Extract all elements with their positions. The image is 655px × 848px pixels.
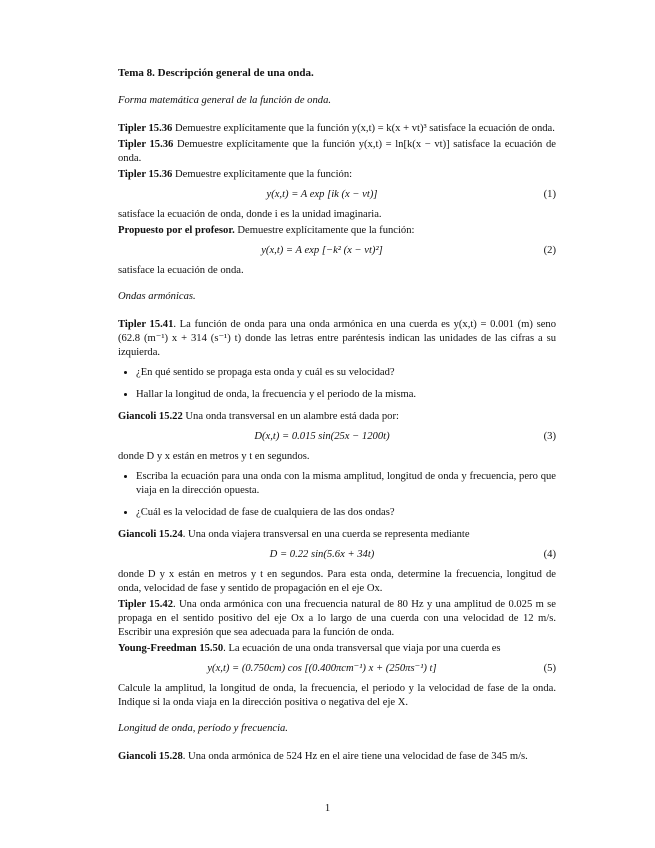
equation-number: (1) [543,189,556,200]
exercise-ref: Tipler 15.41 [118,319,174,330]
equation [118,244,556,258]
exercise-paragraph [118,598,556,640]
exercise-text: . Una onda viajera transversal en una cuerda se representa mediante [182,529,470,540]
section-heading: Forma matemática general de la función de onda. [118,95,332,106]
doc-title: Tema 8. Descripción general de una onda. [118,67,314,79]
exercise-text: Una onda transversal en un alambre está dada por: [182,411,399,422]
equation [118,548,556,562]
equation-number: (5) [543,663,556,674]
exercise-text: . La ecuación de una onda transversal que viaja por una cuerda es [223,643,501,654]
equation-expr: y(x,t) = A exp [−k² (x − vt)²] [261,245,383,256]
equation-expr: D(x,t) = 0.015 sin(25x − 1200t) [254,431,390,442]
exercise-ref: Propuesto por el profesor. [118,225,235,236]
list-item: • Hallar la longitud de onda, la frecuencia y el periodo de la misma. [136,388,556,402]
page-number: 1 [324,803,331,814]
exercise-text: Demuestre explícitamente que la función: [172,169,353,180]
equation [118,430,556,444]
list-item: • Escriba la ecuación para una onda con la misma amplitud, longitud de onda y frecuencia, pero que viaja en la dirección opuesta. [136,470,556,498]
equation-number: (3) [543,431,556,442]
exercise-paragraph [118,642,556,656]
exercise-paragraph [118,410,556,424]
exercise-paragraph [118,168,556,182]
exercise-text: donde D y x están en metros y t en segundos. Para esta onda, determine la frecuencia, longitud de onda, velocidad de fase y sentido de propagación en el eje Ox. [118,569,556,594]
exercise-paragraph [118,318,556,360]
exercise-paragraph [118,224,556,238]
exercise-text: satisface la ecuación de onda. [118,265,244,276]
exercise-paragraph [118,122,556,136]
exercise-text: . La función de onda para una onda armónica en una cuerda es y(x,t) = 0.001 (m) seno (62.8 (m⁻¹) x + 314 (s⁻¹) t) donde las letras entre paréntesis indican las unidades de las cifras a su izquierda. [118,319,556,358]
exercise-ref: Young-Freedman 15.50 [118,643,224,654]
equation-expr: y(x,t) = A exp [ik (x − vt)] [266,189,378,200]
bullet-list [118,366,556,402]
exercise-text: satisface la ecuación de onda, donde i es la unidad imaginaria. [118,209,382,220]
exercise-ref: Tipler 15.36 [118,169,173,180]
section-heading: Ondas armónicas. [118,291,196,302]
equation-expr: D = 0.22 sin(5.6x + 34t) [269,549,375,560]
exercise-text: . Una onda armónica con una frecuencia natural de 80 Hz y una amplitud de 0.025 m se propaga en el sentido positivo del eje Ox a lo largo de una cuerda con una velocidad de 12 m/s. Escribir una expresión que sea adecuada para la función de onda. [118,599,556,638]
exercise-paragraph [118,750,556,764]
exercise-ref: Giancoli 15.22 [118,411,183,422]
equation [118,662,556,676]
exercise-ref: Giancoli 15.24 [118,529,183,540]
equation [118,188,556,202]
exercise-paragraph [118,528,556,542]
equation-number: (2) [543,245,556,256]
list-item: • ¿En qué sentido se propaga esta onda y cuál es su velocidad? [136,366,556,380]
exercise-ref: Tipler 15.42 [118,599,174,610]
section-heading: Longitud de onda, período y frecuencia. [118,723,288,734]
equation-expr: y(x,t) = (0.750cm) cos [(0.400πcm⁻¹) x + (250πs⁻¹) t] [207,663,437,674]
exercise-text: . Una onda armónica de 524 Hz en el aire tiene una velocidad de fase de 345 m/s. [182,751,528,762]
exercise-ref: Tipler 15.36 [118,123,173,134]
list-item: • ¿Cuál es la velocidad de fase de cualquiera de las dos ondas? [136,506,556,520]
exercise-ref: Tipler 15.36 [118,139,174,150]
exercise-ref: Giancoli 15.28 [118,751,183,762]
exercise-text: donde D y x están en metros y t en segundos. [118,451,310,462]
bullet-list [118,470,556,520]
exercise-text: Demuestre explícitamente que la función y(x,t) = ln[k(x − vt)] satisface la ecuación de onda. [118,139,556,164]
exercise-paragraph [118,138,556,166]
exercise-text: Demuestre explícitamente que la función y(x,t) = k(x + vt)³ satisface la ecuación de onda. [172,123,555,134]
exercise-text: Demuestre explícitamente que la función: [234,225,415,236]
equation-number: (4) [543,549,556,560]
document-body [118,66,556,766]
exercise-text: Calcule la amplitud, la longitud de onda, la frecuencia, el periodo y la velocidad de fase de la onda. Indique si la onda viaja en la dirección positiva o negativa del eje X. [118,683,556,708]
